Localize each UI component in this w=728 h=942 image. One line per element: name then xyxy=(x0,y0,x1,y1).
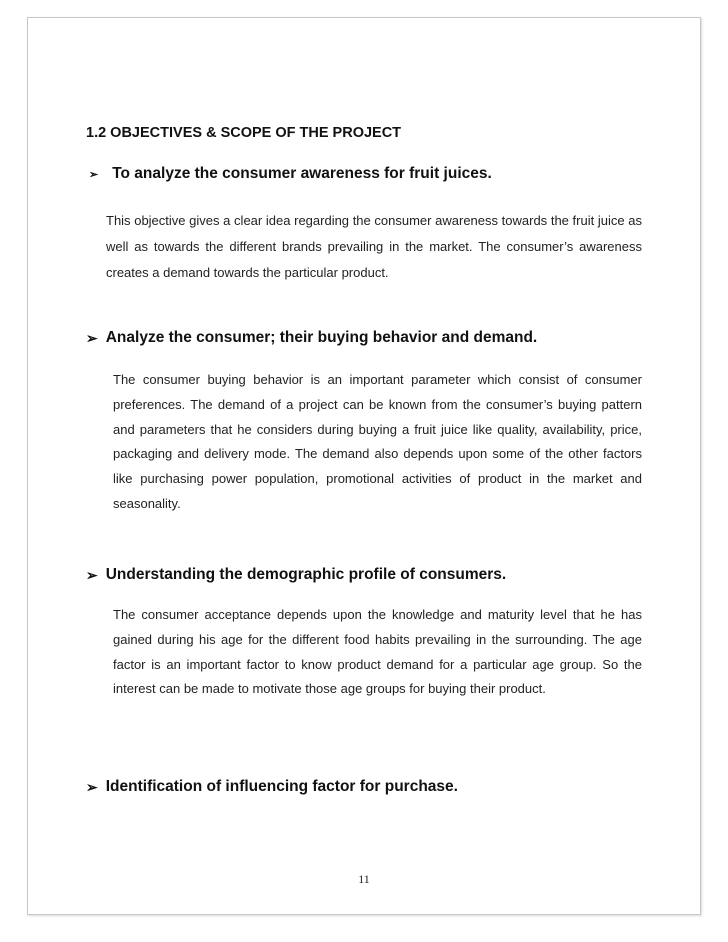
objective-heading-influencing-factor xyxy=(86,778,458,796)
objective-heading-text: To analyze the consumer awareness for fruit juices. xyxy=(112,165,492,182)
arrow-bullet-icon: ➢ xyxy=(86,778,98,795)
objective-paragraph-buying-behavior: The consumer buying behavior is an important parameter which consist of consumer preferences. The demand of a project can be known from the consumer’s buying pattern and parameters that he considers during buying a fruit juice like quality, availability, price, packaging and delivery mode. The demand also depends upon some of the other factors like purchasing power population, promotional activities of product in the market and seasonality. xyxy=(113,372,642,511)
section-title: 1.2 OBJECTIVES & SCOPE OF THE PROJECT xyxy=(86,125,402,141)
objective-heading-text: Identification of influencing factor for purchase. xyxy=(105,778,458,795)
objective-paragraph-awareness: This objective gives a clear idea regarding the consumer awareness towards the fruit juice as well as towards the different brands prevailing in the market. The consumer’s awareness creates a demand towards the particular product. xyxy=(106,213,642,280)
arrow-bullet-icon: ➢ xyxy=(86,329,98,346)
objective-heading-awareness xyxy=(89,165,492,183)
objective-paragraph-demographic: The consumer acceptance depends upon the knowledge and maturity level that he has gained during his age for the different food habits prevailing in the surrounding. The age factor is an important factor to know product demand for a particular age group. So the interest can be made to motivate those age groups for buying their product. xyxy=(113,607,642,697)
objective-heading-buying-behavior xyxy=(86,329,537,347)
objective-heading-text: Analyze the consumer; their buying behavior and demand. xyxy=(105,329,538,346)
objective-heading-text: Understanding the demographic profile of consumers. xyxy=(105,566,507,583)
objective-heading-demographic xyxy=(86,566,506,584)
page-number: 11 xyxy=(358,872,370,886)
arrow-bullet-icon: ➢ xyxy=(86,566,98,583)
arrow-bullet-icon: ➢ xyxy=(89,168,99,181)
